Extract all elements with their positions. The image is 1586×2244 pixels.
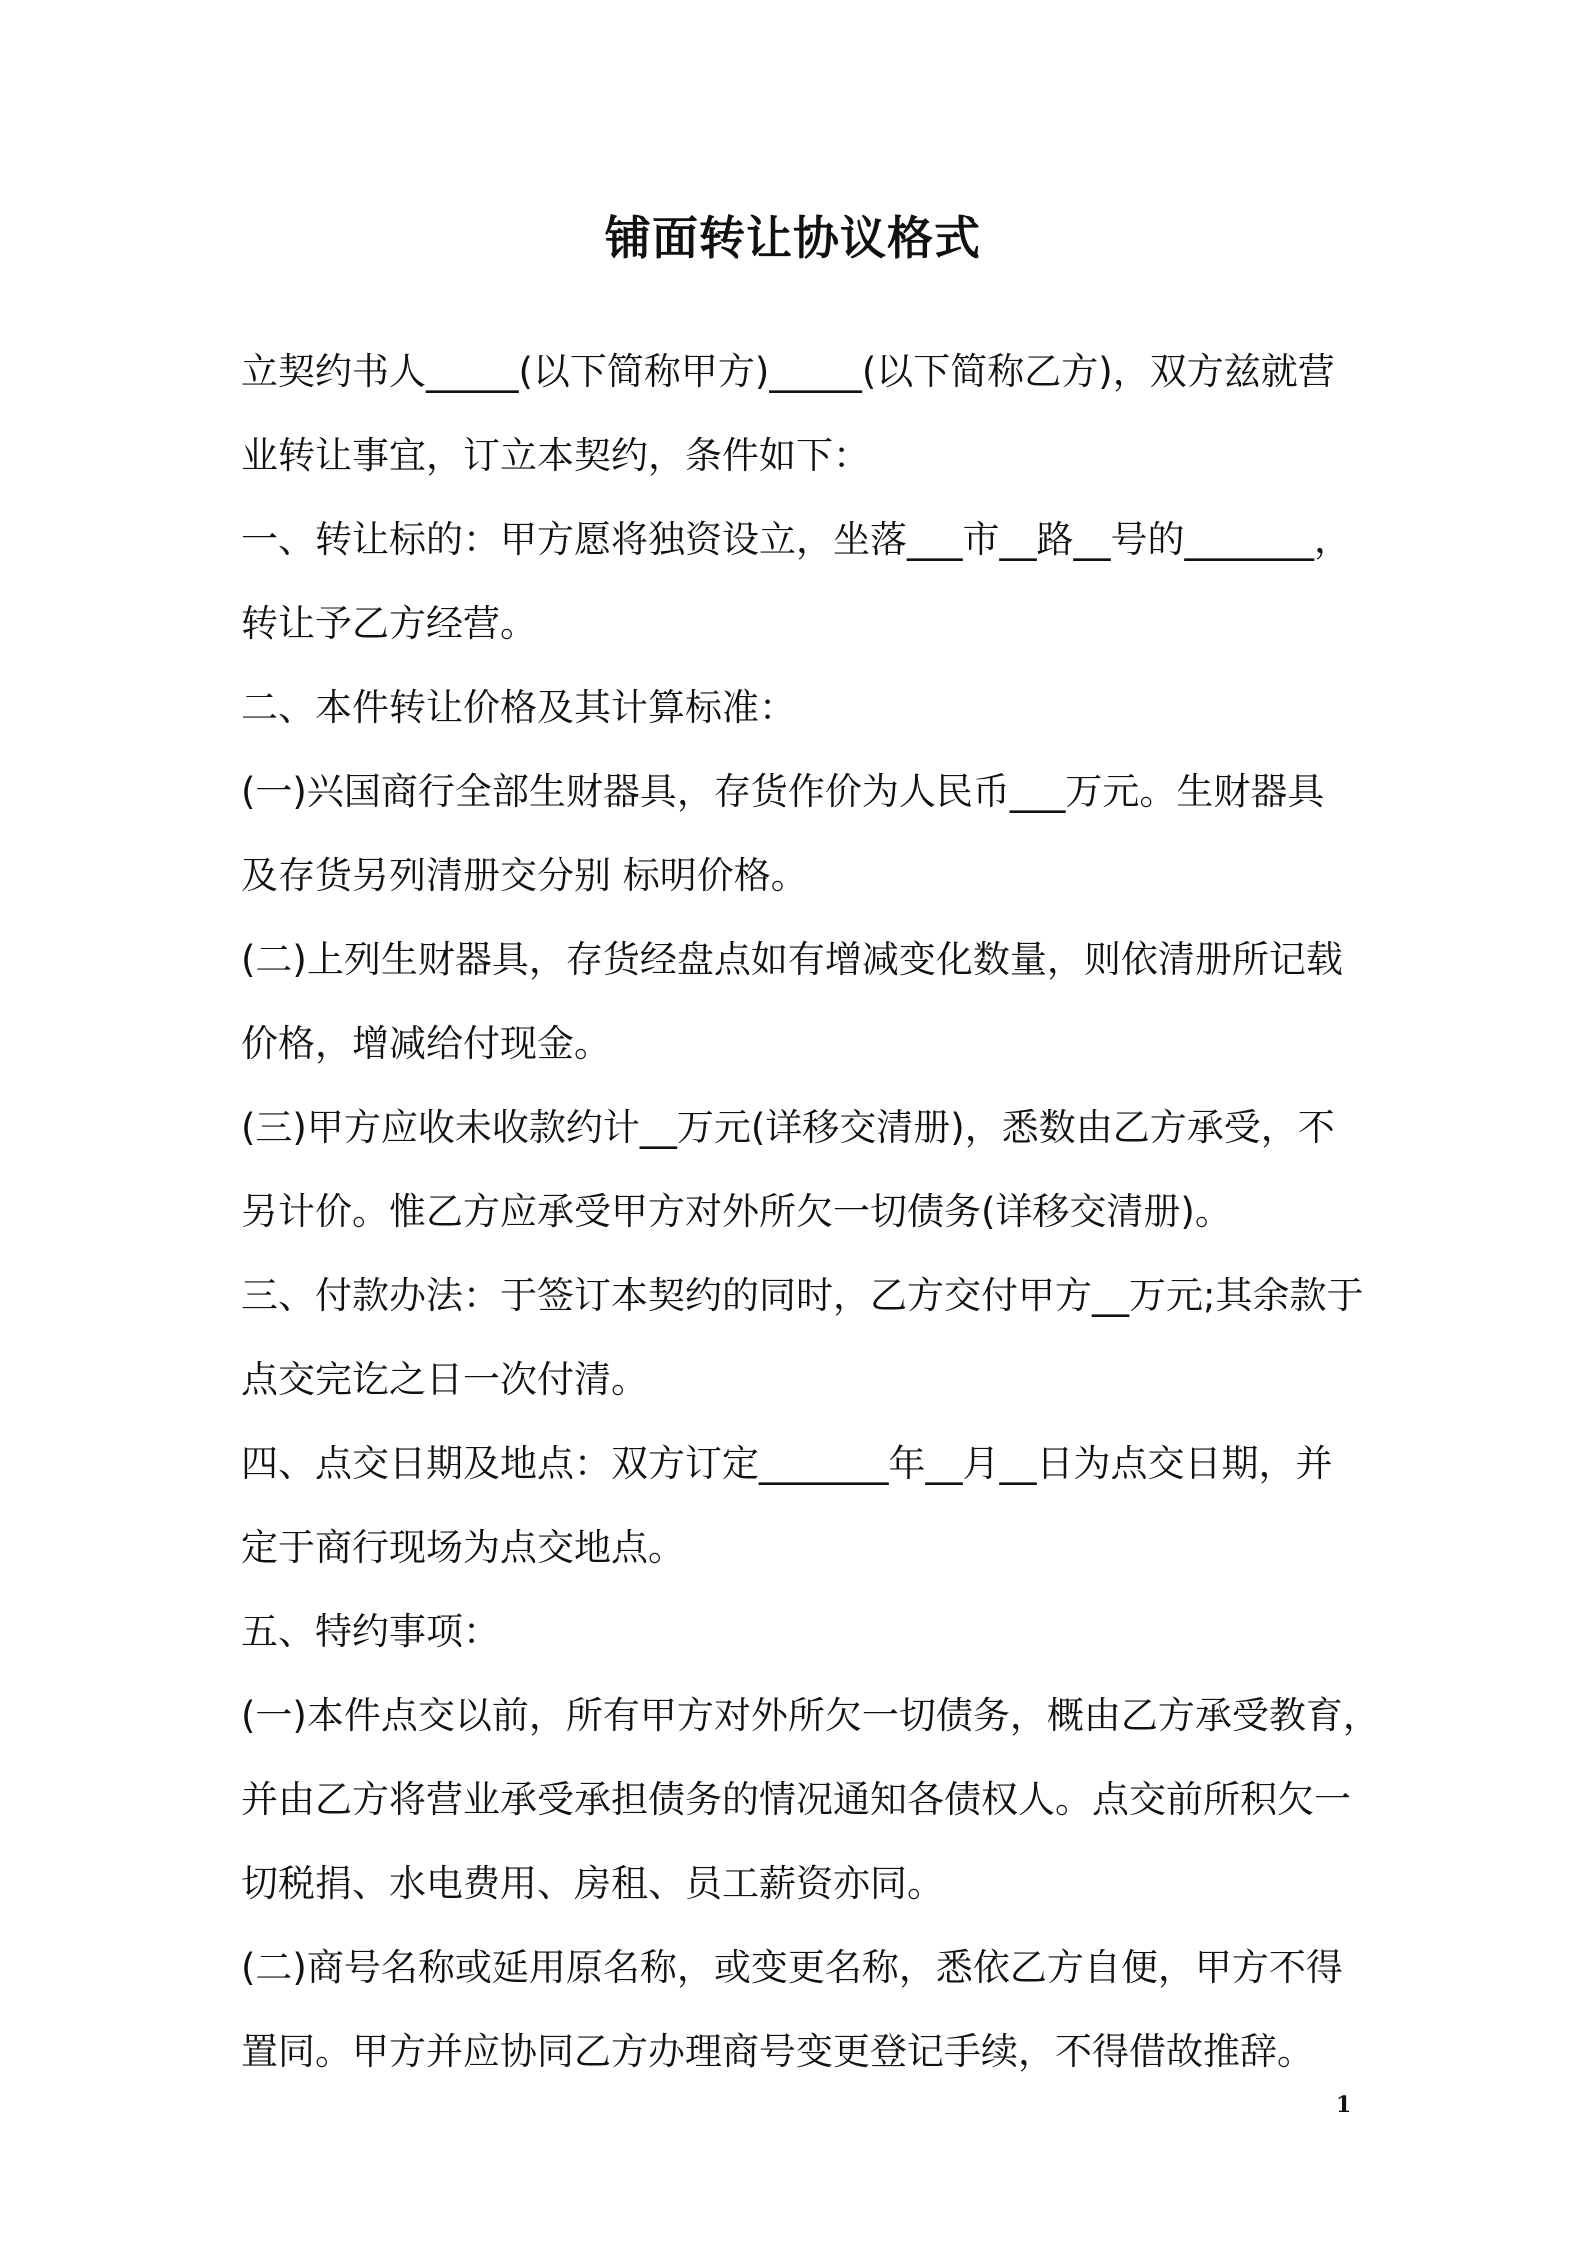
body-line: 定于商行现场为点交地点。 xyxy=(241,1526,685,1569)
body-line: 并由乙方将营业承受承担债务的情况通知各债权人。点交前所积欠一 xyxy=(241,1778,1351,1821)
body-line: 立契约书人_____(以下简称甲方)_____(以下简称乙方)，双方兹就营 xyxy=(241,350,1335,393)
body-line: (一)兴国商行全部生财器具，存货作价为人民币___万元。生财器具 xyxy=(241,770,1325,813)
body-line: (二)商号名称或延用原名称，或变更名称，悉依乙方自便，甲方不得 xyxy=(241,1946,1343,1989)
body-line: 点交完讫之日一次付清。 xyxy=(241,1358,648,1401)
body-line: (三)甲方应收未收款约计__万元(详移交清册)，悉数由乙方承受，不 xyxy=(241,1106,1335,1149)
body-line: (二)上列生财器具，存货经盘点如有增减变化数量，则依清册所记载 xyxy=(241,938,1343,981)
body-line: 价格，增减给付现金。 xyxy=(241,1022,611,1065)
body-line: 置同。甲方并应协同乙方办理商号变更登记手续，不得借故推辞。 xyxy=(241,2030,1314,2073)
document-title: 铺面转让协议格式 xyxy=(605,211,981,265)
body-line: 四、点交日期及地点：双方订定_______年__月__日为点交日期，并 xyxy=(241,1442,1333,1485)
body-line: 另计价。惟乙方应承受甲方对外所欠一切债务(详移交清册)。 xyxy=(241,1190,1232,1233)
document-body xyxy=(241,330,1380,2094)
body-line: 转让予乙方经营。 xyxy=(241,602,537,645)
page-number: 1 xyxy=(1336,2092,1352,2118)
body-line: 及存货另列清册交分别 标明价格。 xyxy=(241,854,808,897)
body-line: 一、转让标的：甲方愿将独资设立，坐落___市__路__号的_______， xyxy=(241,518,1351,561)
body-line: 三、付款办法：于签订本契约的同时，乙方交付甲方__万元;其余款于 xyxy=(241,1274,1364,1317)
body-line: 业转让事宜，订立本契约，条件如下： xyxy=(241,434,870,477)
body-line: 五、特约事项： xyxy=(241,1610,500,1653)
body-line: 二、本件转让价格及其计算标准： xyxy=(241,686,796,729)
body-line: (一)本件点交以前，所有甲方对外所欠一切债务，概由乙方承受教育， xyxy=(241,1694,1380,1737)
body-line: 切税捐、水电费用、房租、员工薪资亦同。 xyxy=(241,1862,944,1905)
